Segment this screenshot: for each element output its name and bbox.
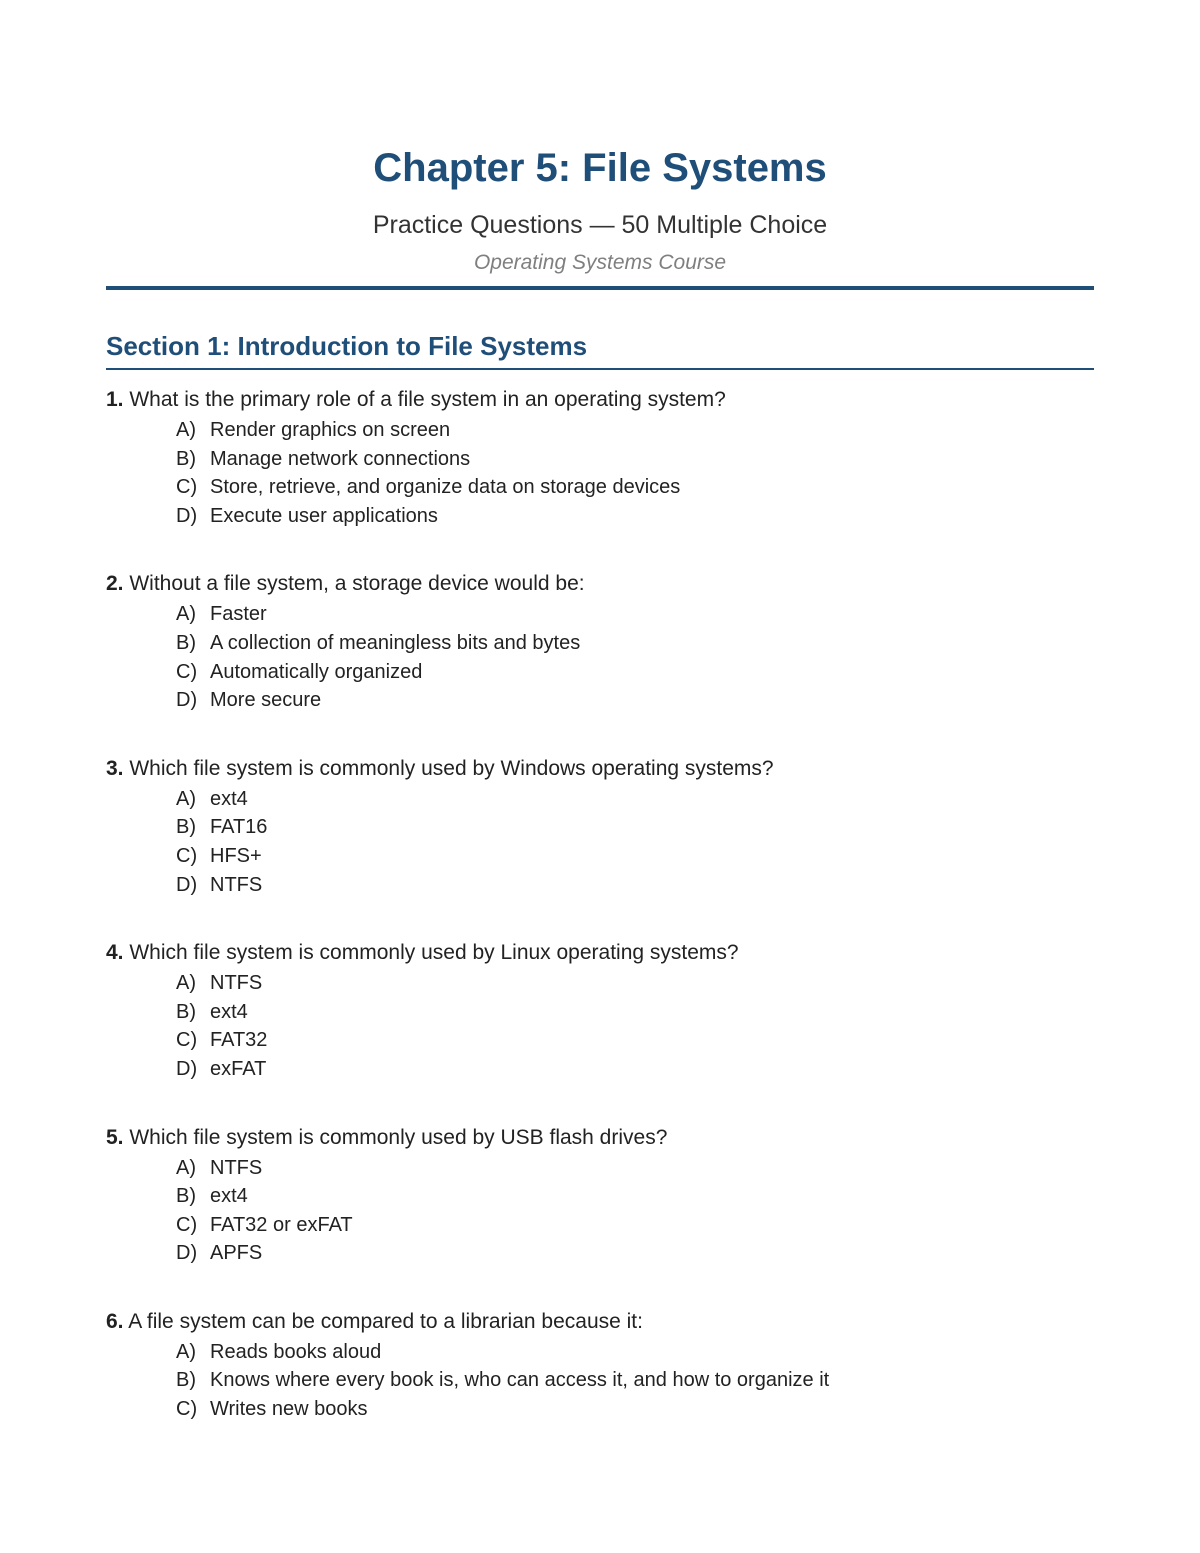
option-text: Faster	[210, 603, 267, 626]
course-name: Operating Systems Course	[473, 251, 727, 274]
option-text: NTFS	[210, 972, 263, 995]
answer-option	[176, 1211, 1094, 1240]
option-letter: A)	[176, 1156, 196, 1179]
answer-option	[176, 1366, 1094, 1395]
answer-option	[176, 969, 1094, 998]
option-text: Knows where every book is, who can access it, and how to organize it	[210, 1369, 830, 1392]
option-text: FAT32	[210, 1029, 268, 1052]
question-text: Which file system is commonly used by Windows operating systems?	[129, 756, 774, 780]
question-text: Which file system is commonly used by Linux operating systems?	[129, 941, 739, 965]
answer-option	[176, 1395, 1094, 1424]
option-letter: B)	[176, 631, 196, 654]
option-letter: B)	[176, 816, 196, 839]
option-letter: B)	[176, 1185, 196, 1208]
answer-option	[176, 1055, 1094, 1084]
question-text: Which file system is commonly used by USB flash drives?	[129, 1125, 668, 1149]
option-letter: A)	[176, 419, 196, 441]
option-list	[106, 1154, 1094, 1268]
answer-option	[176, 1338, 1094, 1367]
question-number: 6.	[106, 1309, 124, 1333]
question-item	[106, 1306, 1094, 1424]
option-letter: D)	[176, 689, 198, 712]
option-letter: B)	[176, 1000, 196, 1023]
answer-option	[176, 686, 1094, 715]
question-number: 1.	[106, 388, 124, 411]
question-text: Without a file system, a storage device would be:	[129, 572, 585, 596]
answer-option	[176, 842, 1094, 871]
option-letter: C)	[176, 1213, 198, 1236]
option-list	[106, 785, 1094, 899]
option-text: ext4	[210, 787, 248, 810]
option-text: NTFS	[210, 873, 263, 896]
option-list	[106, 416, 1094, 530]
section-divider	[106, 368, 1094, 370]
answer-option	[176, 473, 1094, 502]
option-letter: D)	[176, 1242, 198, 1265]
option-letter: D)	[176, 873, 198, 896]
option-letter: D)	[176, 504, 198, 527]
option-text: Execute user applications	[210, 504, 438, 527]
option-text: ext4	[210, 1185, 248, 1208]
option-text: Automatically organized	[210, 660, 423, 683]
answer-option	[176, 416, 1094, 445]
option-text: Manage network connections	[210, 447, 471, 470]
question-item	[106, 937, 1094, 1083]
option-text: NTFS	[210, 1156, 263, 1179]
option-text: Writes new books	[210, 1398, 368, 1421]
header-divider	[106, 286, 1094, 290]
answer-option	[176, 502, 1094, 531]
question-text: A file system can be compared to a librarian because it:	[128, 1309, 643, 1333]
question-item	[106, 753, 1094, 899]
option-letter: C)	[176, 1029, 198, 1052]
answer-option	[176, 600, 1094, 629]
answer-option	[176, 445, 1094, 474]
option-list	[106, 600, 1094, 714]
question-stem	[106, 753, 1094, 785]
option-text: A collection of meaningless bits and bytes	[210, 631, 581, 654]
document-subtitle: Practice Questions — 50 Multiple Choice	[372, 211, 828, 239]
option-letter: A)	[176, 787, 196, 810]
question-number: 2.	[106, 572, 124, 596]
option-letter: A)	[176, 972, 196, 995]
option-letter: C)	[176, 660, 198, 683]
question-number: 4.	[106, 941, 124, 965]
option-letter: C)	[176, 476, 198, 499]
question-list	[106, 384, 1094, 1462]
question-stem	[106, 937, 1094, 969]
option-text: Reads books aloud	[210, 1340, 382, 1363]
question-stem	[106, 384, 1094, 416]
option-text: APFS	[210, 1242, 263, 1265]
option-letter: C)	[176, 1398, 198, 1421]
option-letter: C)	[176, 844, 198, 867]
option-text: HFS+	[210, 844, 262, 867]
option-text: Store, retrieve, and organize data on storage devices	[210, 476, 681, 499]
option-letter: B)	[176, 447, 196, 470]
question-number: 5.	[106, 1125, 124, 1149]
document-title: Chapter 5: File Systems	[373, 146, 827, 190]
question-item	[106, 384, 1094, 530]
option-text: FAT16	[210, 816, 268, 839]
option-letter: A)	[176, 1340, 196, 1363]
question-stem	[106, 1122, 1094, 1154]
option-letter: B)	[176, 1369, 196, 1392]
answer-option	[176, 998, 1094, 1027]
option-list	[106, 969, 1094, 1083]
option-text: FAT32 or exFAT	[210, 1213, 353, 1236]
option-list	[106, 1338, 1094, 1424]
answer-option	[176, 1239, 1094, 1268]
answer-option	[176, 813, 1094, 842]
question-stem	[106, 568, 1094, 600]
option-text: exFAT	[210, 1057, 267, 1080]
answer-option	[176, 785, 1094, 814]
question-number: 3.	[106, 756, 124, 780]
question-stem	[106, 1306, 1094, 1338]
option-letter: A)	[176, 603, 196, 626]
answer-option	[176, 1154, 1094, 1183]
question-item	[106, 568, 1094, 714]
answer-option	[176, 1026, 1094, 1055]
option-text: More secure	[210, 689, 322, 712]
answer-option	[176, 658, 1094, 687]
answer-option	[176, 1182, 1094, 1211]
option-letter: D)	[176, 1057, 198, 1080]
answer-option	[176, 629, 1094, 658]
option-text: Render graphics on screen	[210, 419, 451, 441]
question-text: What is the primary role of a file system in an operating system?	[129, 388, 726, 411]
section-heading: Section 1: Introduction to File Systems	[106, 331, 588, 361]
option-text: ext4	[210, 1000, 248, 1023]
question-item	[106, 1122, 1094, 1268]
answer-option	[176, 871, 1094, 900]
